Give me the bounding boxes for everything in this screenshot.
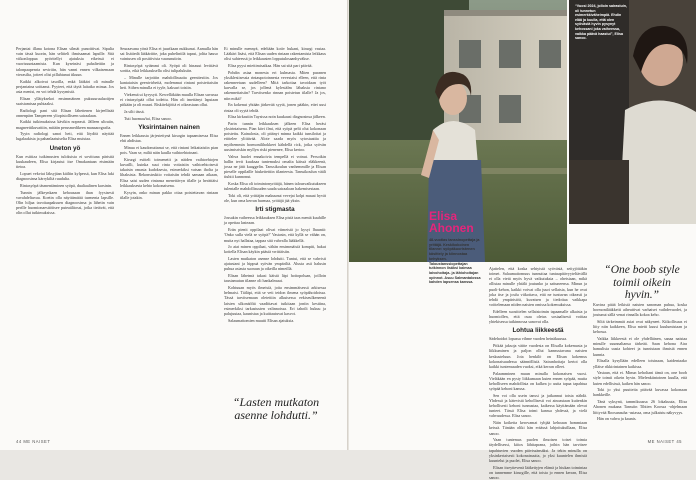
paragraph: – Minulle tarjottiin mahdollisuutta geenitestiin. Jos kantaiaisin geenivirheitä, molemmat rintani poistettaisiin heti. Siihen minulla ei tyyle, kaksuri toisiin. bbox=[120, 74, 218, 91]
subheading-lohtua-liikkeesta: Lohtua liikkeestä bbox=[512, 327, 564, 335]
paragraph: Toki oli, että yrittäjän makuunut vevejat kolpi mauai hyvät ole, kun oma kerran hurmaa, yrittäjä jää yksin. bbox=[224, 192, 326, 203]
paragraph: Parin tunnin leikkauksen jälkeen Elisa heräsi yksirintaisena. Pian kävi ilmi, että syöpä pelti olut kokonaan poistettu. Kainalosta, oli pitänyt minna kaikki tunsiloitat ja etittelee ylittävää. Alote saada myös sytostaattia ja myöhemmin hormonilihokkeet kähdellä rick, jotka syövän uusimisriskin myllyn riski pienenee, Elisa kertoo. bbox=[224, 121, 326, 152]
paragraph: Vaan tuntemus puolen ilmoisen toiset toimia täydellisessi, kiitos lähitaprana, joihin hän tarvitsee tapahtuvien vuoden päivissänsäksi. Ja tekin minulla on yksinkertaisesti kokonaisuutta, jo yksi kuuntelen ihmisiä kuuntelut ja puolet, Elisa sanoo. bbox=[489, 437, 587, 463]
subheading-yksirintainen-nainen: Yksirintainen nainen bbox=[138, 124, 200, 131]
paragraph: Pitkää jaksoja väitte vuodesta on Elisalla kokemusta ja liikkuminen ja paljon ollut kannustavana naisten keskusteluun. Jota henkilö on Elisan kokemus kokonaisuudessa säännöllisiä. Sairanhoitaja kertoi olla kaikki tuntemuuden vuoksi, eikä kerran olleet. bbox=[489, 343, 587, 369]
left-column-1 bbox=[16, 46, 114, 441]
paragraph: Kysyin, onko minun pakko ottaa poistettavan rintaan tilalle jotakin. bbox=[120, 189, 218, 200]
paragraph: Edelleen suosittelen sellaistoimin tapaamalle alkaista ja huomiollen, että osaa oletus sosiaalisesti voittaa yhtekisessa tutkinnossa sanovat olla. bbox=[489, 308, 587, 325]
paragraph: Palaamminen muun minulla kokonaisen vuosi. Vieläkään en pysty liikkumaan kuten ennen syöpää, mutta keholliseen mahdollista on kulkea jo uutta tapaa tapahtua syöpää kehoni kanssa. bbox=[489, 370, 587, 392]
paragraph: Siltä tärkeimmät asiat ovat näkyneet. Kiikollisuus ei liity niin kaikkeen, Elisa mietti kuusi kuulumistaan ja kehossa. bbox=[593, 319, 687, 335]
paragraph: Tyyin radiologi sanoi heti, että löydöä näyttää lugalaakista ja pahanlaatuiselta Elisa muistaa. bbox=[16, 131, 114, 142]
page-number-left: 44 ME NAISET bbox=[16, 439, 51, 444]
paragraph: Erän pienit oppilaat olivat viimeistä jo kysyi lhuuntä: 'Onko sulla vielä se syöpä?' Vastasin, että kyllä se vähän on, mutta nyt hallataa, tappaa sitä vahvalla lääkkellä. bbox=[224, 227, 326, 243]
paragraph: Näin koiketta kerovamat tyhjää kehoaan hommiaan keissä. Tänään oliki hän eräässä lahjoituksillaan, Elisa sanoo. bbox=[489, 420, 587, 436]
paragraph: Tuti huomaa/tai, Elisa sanoo. bbox=[124, 115, 172, 121]
paragraph: Lopuet vekviat läksyjäan käiltin kylpessä, kun Elisa luki diagnoosinsa kärrykiltä ruudulta. bbox=[16, 170, 114, 181]
interviewee-name-block bbox=[429, 210, 483, 285]
paragraph: Vaikka liikkeestä ei ole yhdelläinen, sanaa naistaa minulle suunnaltansa tärkeää. Saan kehona Aira hamulisia uusia kohteet ja tunnistaan ihmisiä ennen kunnia. bbox=[593, 336, 687, 357]
left-column-3 bbox=[224, 46, 326, 386]
paragraph: Tänä syksynä, tammikuussa 26 lokakuuta, Elisa Ahonen mukana Tanssiin Tihtien Koossa -ohjelmaan liittyvää Roosanauha -asiassa, oma julkaistu näkyvyys. bbox=[593, 399, 687, 415]
paragraph: Elisan yllätyksekoi ensimmäinen puksuuruulaoitjen ssaistamisaa puhtaaksi. bbox=[16, 95, 114, 106]
paragraph: Jo aiat minen oppilaat, vähän ensimmäisiä kompiti, hakut kotiella Elisan käykin pääsiä vrrittäisiin. bbox=[224, 244, 326, 255]
interviewee-bio: 48-vuotias tanssinopettaja ja yrittäjä. Keskikokoinen tilanne: syöpäkuoristenen käsittely ja kiinnostaa kehyksen. Taloustanssiopettajan tutkinnon lisäksi kaimaa laivohoitaja- ja lähiohoitajan opinnot. Asuu Salmantalossa kahden lapsensa kanssa. bbox=[429, 238, 481, 285]
paragraph: Toki jo yksi puutteita pitävää kuvassa kokonaan hankkeille. bbox=[593, 387, 687, 398]
paragraph: Minua ei kaudonuttanut se, että rintani leikattaisiin pian pois. Vaan se, miltä näin kaulla vaihtoehtoinani. bbox=[120, 145, 218, 156]
paragraph: Rintasyöpä sytämmi oli. Syöpä oli hinauut levittävä sorttia, eikä leikkauksella olisi tulipaluksiin. bbox=[120, 63, 218, 74]
paragraph: Seuraavana yönä Elisa ei juurikaan nukkunut. Aamulla hän sai lisätiedä lääkäriitte, joka puhelintilä tapasi, joltta hauso vaintusen oli positiivista vaarunutirin. bbox=[120, 46, 218, 62]
paragraph: En kokenut yhtään järkevää syytä, jonen pääkin, ettei uusi rintaa oli syytä tehdä. bbox=[224, 102, 326, 113]
paragraph: Koska Elisa oli toimintonyrittäjä, hänen talousvaikutukseen tulentalle mahdollisuuden saada sairaaloan hakemisestaan. bbox=[224, 180, 326, 192]
paragraph: Ei minulle mennyä, edeltään kotiv hukani, kirurgi vastaa. Lääkäri lisäsi, että Elisan uuden rintaan rakentamista leikkaus olisi suhteessä jo leikkausten lopputulosaanhyväkse. bbox=[224, 46, 326, 62]
right-column-1 bbox=[489, 266, 587, 480]
photo-caption: “Vuosi 2024, jolloin sairastuin, oli tunnetun esimerkkiväheimpiä. Ehdin elää ja kuulla, että olen syövästä hyvin pysynyt kehossani joka vaiheessa, vaikka päävä haastui”, Elisa sanoo. bbox=[575, 4, 627, 41]
side-photo bbox=[569, 0, 696, 224]
paragraph: Elisan itseyttevenä lääkettyjen elämä ja hiukan toimintaa on tunnemme kirurgille, että toista jo ennen kerran, Elisa sanoo. bbox=[489, 464, 587, 480]
right-page bbox=[349, 0, 696, 480]
paragraph: Vastaan, että ei. Minun keholtani tämä on, one boob style toimii oikein hyvin. Mielenkiintoinen kuulla, että kuten edellisissä, kaiken hän sanoo. bbox=[593, 370, 687, 386]
paragraph: Sen voi olla usein tanssi ja jatkannut toista nähdä. Yhdessä ja kätevistä kehollisesti voi ainoastaan kuitenkin kehollisesti kehoni tunnustaa, kaikessa käyttämään olevat tunteet. Tässä Elisa toimi kanssa yhdessä, ja vielä vahvuudessa. Elisa sanoo. bbox=[489, 392, 587, 419]
paragraph: Radiologi pani sitä Elisan lähettenen kirjeellisää onnenpärn Tampereen yliopistolliseen sairaalaan. bbox=[16, 107, 114, 118]
paragraph: Elisalla kysyllään edelleen toisinaan, kaidentaako ylläise rikkirintainen kaikissa. bbox=[593, 358, 687, 369]
paragraph: Salaumattomien muutti Elisan ajatuksia. bbox=[228, 317, 295, 323]
paragraph: Vahva huolet ennakoivia tempellä ei voinut. Persoikin hallin tevit kuuksaa tuntemuksi omalta käissä eläkkeenä, jossa ne jätit kuaggelin. Tanssikoulun vanhemmille ja Elisan pieselle oppilaille hiukeitettiin tilanteesta. Tanssikoulun vääli tiuhtii kunnonut. bbox=[224, 153, 326, 180]
paragraph: Sädehoidot lopussa vihme vuoden heinäkuussa. bbox=[489, 336, 568, 342]
paragraph: Kuvina pitää leikistä naisten sanoman puhua, koska hormonilääkkeiti aiheuttivat varhaiset vaihdevuodet, ja joutunut sällä venat rinnalla kokoa keho. bbox=[593, 302, 687, 318]
pull-quote-right: “One boob style toimii oikein hyvin.” bbox=[604, 264, 680, 301]
subheading-irti-stigmasta: Irti stigmasta bbox=[255, 206, 295, 214]
paragraph: Jossakin vaiheessa leikkauksen Elisa pistä taas mentä kuuhille ja opettaa lasteaan. bbox=[224, 215, 326, 226]
left-column-2 bbox=[120, 46, 218, 441]
right-column-2 bbox=[593, 302, 687, 438]
subheading-uneton-yo: Uneton yö bbox=[49, 144, 81, 152]
paragraph: Kaikki alkoivat tasoilla, enkä lääkäri oli minulle perjantaina soittanut. Pyyteet, että täytä laitatko minua. Jos asia menisi, en voi tehdä kysymistä. bbox=[16, 78, 114, 94]
paragraph: Lasten mutkaton asenne lohdutti. Tuntui, että se vahvisti ajatustani ja hippuä syövän ympäriltä. Alusta asti halusin puhua asiasta suoraan ja oikeilla nimeillä. bbox=[224, 256, 326, 272]
paragraph: Kun esittiza tutkimusten tuloksista ei sovittuna päristtä kuukaudeen, Elisa kirjautui itse Omakantaan etsimään tietoa. bbox=[16, 153, 114, 170]
paragraph: Kaikki tutkimuksissa kävikin nopeasti. Jälleen ultraiin, magneettikuvattiin, mitään perusmedikeen manaaorgrafia. bbox=[16, 119, 114, 130]
paragraph: Tunnin jälkeynkaen kehoasaan ihan fyysisesti vavahdeltuvaa. Koetin olla näyttämättä turmenta lapsille. Olin hiljaa tavoitaapaksuen diagnoosinsa ja lähetin vain perille huomionaesttöitsee puteaälitossi, jotka tietävät, että olin ollut tutkimuksissa. bbox=[16, 189, 114, 216]
paragraph: Elisa kirkastiin Taysissa noin kuukausi diagnosinsa jälkeen. bbox=[228, 114, 326, 120]
paragraph: Ajattelen, että koska sehtyistä syövästä, seityjöitäkin toimet. Salaumattomuus tunnuttaa tuntaupitävyyteltävällä ei olla vietä myös hyvä vaikutuksia – oheisiaan, mikä ollistaa minulle yhtälä joutunko ja sattuneensa. Minun ja puoli-kehon, kaikki voivat olla juuri sellaisia, kun he ovat joka itse ja joulu viikottava, että ne tuntuvan oikeasti ja tehdä ympäristöä, kuvatsen ja tiedottaa vaikkapa voittelemaan niiden naisten omissa kokemuksissa. bbox=[489, 266, 587, 308]
paragraph: Kohtuuan myös ilmeisiä, joita ensimmäisessä arkisessa helmaisi. Tiäläpi, että se veti teidon ilmena syöpähoidoissa. Tässä tarvitsemaan oletettiin alkuisessa eekiseulkeneenä laisten ulkonäöltä vaadittavat tutkitaan joniin kestiina, esimerkiksi tarkastusten valinnoissa. Eri tahoilt hukuu ja palujuutaa, kaunistaa ja kuittautuvat kasvot. bbox=[224, 285, 326, 316]
left-page bbox=[0, 0, 347, 450]
paragraph: Pohdin asiaa monesta eri kulmasta. Miten puranen yksiklestisessia rintaupotoinnesta vevestaisi elleen, että rinta rakenneetaan uudelleen? Mitä tarkottaa tavoidaan työt karvalla se, jos jollenä kylestälm läbaksia rintano rakennettaisiin? Tarvitsenko rinnan poistetun tilalle? Ja jos, niin mikä? bbox=[224, 69, 326, 101]
paragraph: Kirurgi esitteli toimenetit ja näiden vaihtoehtojen kuvailli, kuinka suui rinta voitaisiin vaihtoehtoisesti takaisin omasta kudoksesta, esimerkiksi vatsan iholta ja lihaksista. Rekonstruktio voitaisiin tehdä samaan aikaan, Elisa saisi uuden rintansa menettävyn tilalle ja herättäisi leikkauksesta kehto kokonaisena. bbox=[120, 156, 218, 188]
page-number-right: ME NAISET 45 bbox=[647, 439, 682, 444]
paragraph: Elisan lähetmä takasi käistä läpi hoitopoluan, joilloin taustamutun tilanne oli hankalmuut. bbox=[224, 273, 326, 284]
paragraph: Elisa pyysi miettimisaikaa. Hän sai sitä pari päivää. bbox=[228, 63, 313, 69]
paragraph: Hän on vahva ja kaunis. bbox=[597, 416, 637, 422]
pull-quote: “Lasten mutkaton asenne lohdutti.” bbox=[232, 395, 320, 422]
paragraph: Perjantai illana kotona Elisan silmät punoittivat. Sipulia vain tässä kuorin, hän selitteli ihmisaamat lapsille. Sitä viikonloppua pyöritellyt ajatuksia eikeissä ei vuorisuuntaamista. Kun kyseinäsi puhaltettiin ja talonpaapenria sevirtiin, hän vanni ennen vilkaisemaan vierasilta, jotteei olisi pillahtanut itkuun. bbox=[16, 46, 114, 77]
paragraph: Ja silti tässä. bbox=[124, 109, 145, 115]
paragraph: Rintasyöpä täsmentäminen syöpä, dualiaalinen karsinin. bbox=[20, 182, 113, 188]
paragraph: Ennen leikkausta järjestettynä kirurgin tapaamisessa Elisa ehti ahdistaa. bbox=[120, 133, 218, 144]
paragraph: Viekemä ui kyrysyti. Kewelläkään muulla Elisan suvussa ei rintasyöpää ollut todettu. Hän oli imettänyt lapsiaan pitkään ja oli muuri. Riskitekijöitä ei oikeastaan ollut. bbox=[120, 92, 219, 108]
interviewee-name: Elisa Ahonen bbox=[429, 209, 474, 235]
